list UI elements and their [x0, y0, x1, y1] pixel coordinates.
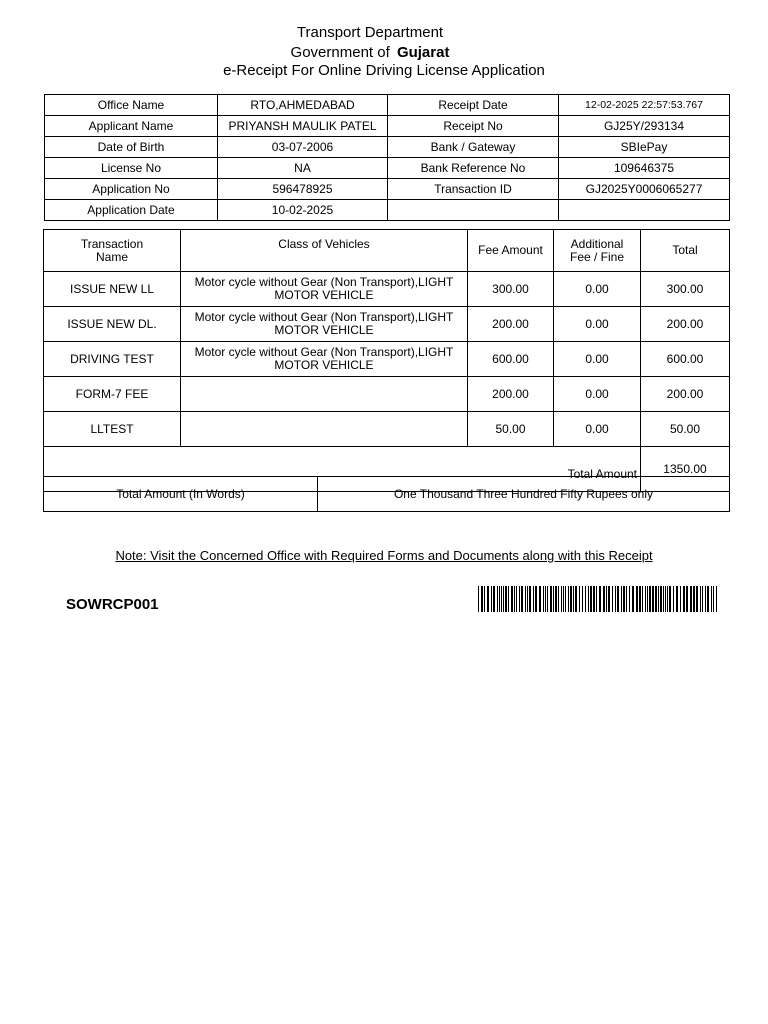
amount-in-words-table: [43, 476, 730, 512]
info-value: 03-07-2006: [218, 137, 388, 158]
transaction-name: ISSUE NEW LL: [44, 272, 181, 307]
info-label: Office Name: [45, 95, 218, 116]
fee-amount: 200.00: [468, 307, 554, 342]
info-value: GJ2025Y0006065277: [559, 179, 730, 200]
total-amount-label: Total Amount: [44, 447, 641, 492]
info-value: SBIePay: [559, 137, 730, 158]
transaction-name: DRIVING TEST: [44, 342, 181, 377]
fee-amount: 300.00: [468, 272, 554, 307]
info-row: [45, 179, 730, 200]
state-name: Gujarat: [396, 44, 450, 61]
fee-header-row: [44, 230, 730, 272]
row-total: 50.00: [641, 412, 730, 447]
header-total: Total: [641, 230, 730, 272]
transaction-name: LLTEST: [44, 412, 181, 447]
info-row: [45, 116, 730, 137]
info-row: [45, 200, 730, 221]
info-label: [388, 200, 559, 221]
vehicle-class: [181, 377, 468, 412]
info-label: Applicant Name: [45, 116, 218, 137]
barcode-icon: [478, 586, 720, 612]
info-row: [45, 95, 730, 116]
info-label: Application No: [45, 179, 218, 200]
info-value: 109646375: [559, 158, 730, 179]
info-label: Transaction ID: [388, 179, 559, 200]
info-label: Receipt No: [388, 116, 559, 137]
info-row: [45, 137, 730, 158]
header-class: Class of Vehicles: [181, 230, 468, 272]
row-total: 600.00: [641, 342, 730, 377]
words-value: One Thousand Three Hundred Fifty Rupees only: [318, 477, 730, 512]
additional-fee: 0.00: [554, 342, 641, 377]
transaction-name: ISSUE NEW DL.: [44, 307, 181, 342]
department-title: Transport Department: [296, 24, 444, 41]
table-row: [44, 342, 730, 377]
government-title: [0, 44, 754, 61]
info-value: 596478925: [218, 179, 388, 200]
vehicle-class: Motor cycle without Gear (Non Transport),LIGHT MOTOR VEHICLE: [181, 307, 468, 342]
receipt-note: Note: Visit the Concerned Office with Required Forms and Documents along with this Receipt: [115, 548, 653, 563]
row-total: 300.00: [641, 272, 730, 307]
row-total: 200.00: [641, 307, 730, 342]
vehicle-class: Motor cycle without Gear (Non Transport),LIGHT MOTOR VEHICLE: [181, 342, 468, 377]
receipt-title: e-Receipt For Online Driving License Application: [223, 62, 545, 79]
header-transaction-name: Transaction Name: [44, 230, 181, 272]
applicant-info-table: [44, 94, 730, 221]
info-value: GJ25Y/293134: [559, 116, 730, 137]
info-label: Bank Reference No: [388, 158, 559, 179]
info-value: [559, 200, 730, 221]
header-fee: Fee Amount: [468, 230, 554, 272]
form-code: SOWRCP001: [66, 596, 159, 613]
table-row: [44, 307, 730, 342]
fee-amount: 600.00: [468, 342, 554, 377]
info-value: 12-02-2025 22:57:53.767: [559, 95, 730, 116]
info-value: NA: [218, 158, 388, 179]
info-label: License No: [45, 158, 218, 179]
fee-amount: 50.00: [468, 412, 554, 447]
additional-fee: 0.00: [554, 377, 641, 412]
fee-amount: 200.00: [468, 377, 554, 412]
info-value: PRIYANSH MAULIK PATEL: [218, 116, 388, 137]
info-label: Date of Birth: [45, 137, 218, 158]
words-label: Total Amount (In Words): [44, 477, 318, 512]
header-additional: Additional Fee / Fine: [554, 230, 641, 272]
table-row: [44, 377, 730, 412]
info-label: Bank / Gateway: [388, 137, 559, 158]
table-row: [44, 412, 730, 447]
info-value: 10-02-2025: [218, 200, 388, 221]
total-amount-value: 1350.00: [641, 447, 730, 492]
vehicle-class: [181, 412, 468, 447]
fee-table: [43, 229, 730, 492]
transaction-name: FORM-7 FEE: [44, 377, 181, 412]
words-row: [44, 477, 730, 512]
table-row: [44, 272, 730, 307]
additional-fee: 0.00: [554, 307, 641, 342]
info-row: [45, 158, 730, 179]
additional-fee: 0.00: [554, 272, 641, 307]
info-value: RTO,AHMEDABAD: [218, 95, 388, 116]
row-total: 200.00: [641, 377, 730, 412]
info-label: Application Date: [45, 200, 218, 221]
additional-fee: 0.00: [554, 412, 641, 447]
government-prefix: Government of: [290, 44, 390, 61]
vehicle-class: Motor cycle without Gear (Non Transport),LIGHT MOTOR VEHICLE: [181, 272, 468, 307]
info-label: Receipt Date: [388, 95, 559, 116]
